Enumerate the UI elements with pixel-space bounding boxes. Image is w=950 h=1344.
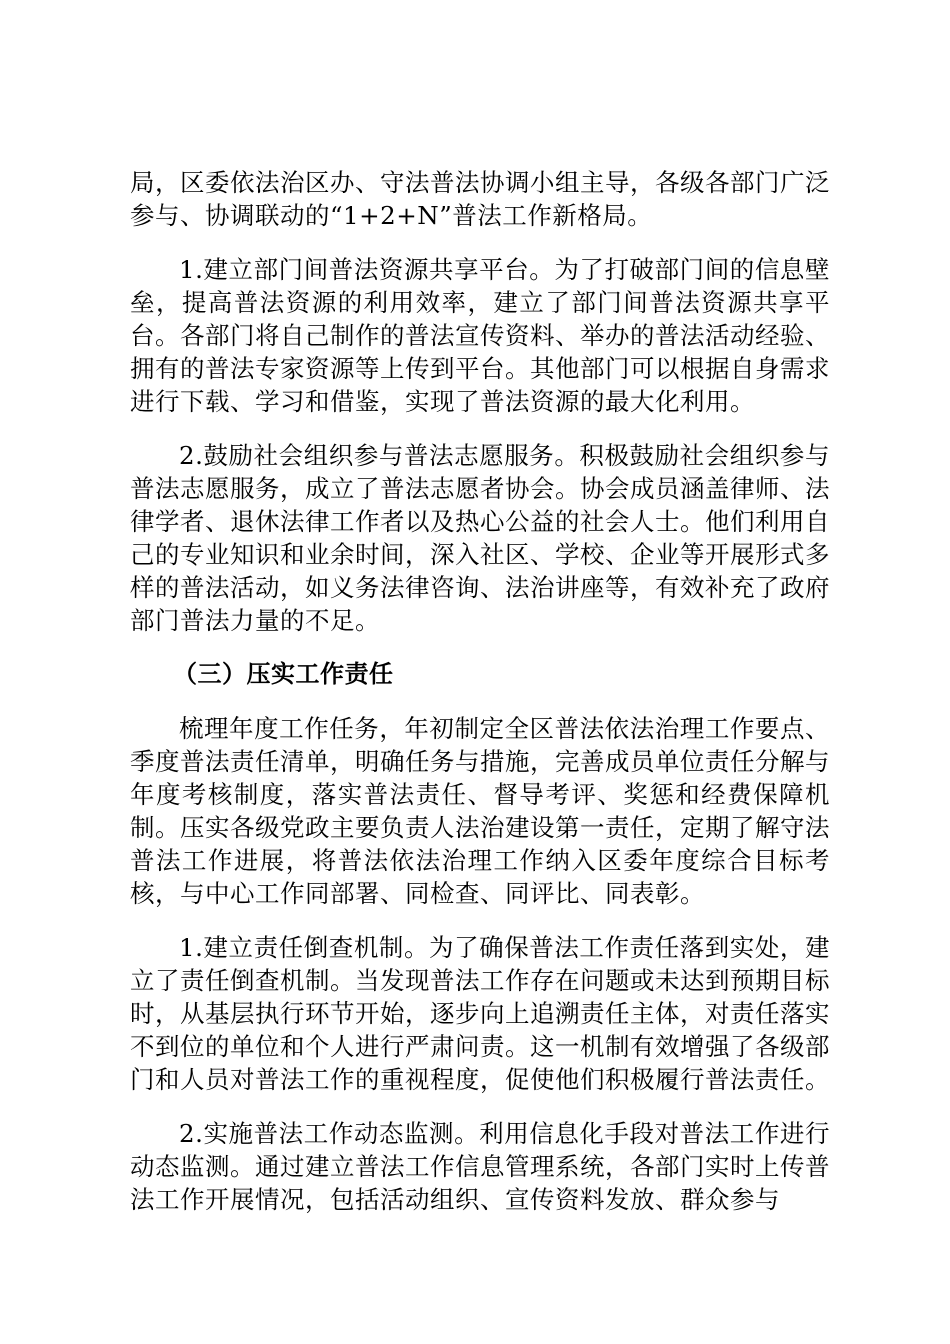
paragraph-work-responsibility: 梳理年度工作任务，年初制定全区普法依法治理工作要点、季度普法责任清单，明确任务与措施，完善成员单位责任分解与年度考核制度，落实普法责任、督导考评、奖惩和经费保障机制。压实各级党政主要负责人法治建设第一责任，定期了解守法普法工作进展，将普法依法治理工作纳入区委年度综合目标考核，与中心工作同部署、同检查、同评比、同表彰。 [130,714,830,908]
paragraph-resource-sharing-platform: 1.建立部门间普法资源共享平台。为了打破部门间的信息壁垒，提高普法资源的利用效率，建立了部门间普法资源共享平台。各部门将自己制作的普法宣传资料、举办的普法活动经验、拥有的普法专家资源等上传到平台。其他部门可以根据自身需求进行下载、学习和借鉴，实现了普法资源的最大化利用。 [130,255,830,416]
section-heading: （三）压实工作责任 [173,660,394,688]
paragraph-volunteer-service: 2.鼓励社会组织参与普法志愿服务。积极鼓励社会组织参与普法志愿服务，成立了普法志愿者协会。协会成员涵盖律师、法律学者、退休法律工作者以及热心公益的社会人士。他们利用自己的专业知识和业余时间，深入社区、学校、企业等开展形式多样的普法活动，如义务法律咨询、法治讲座等，有效补充了政府部门普法力量的不足。 [130,441,830,635]
paragraph-dynamic-monitoring: 2.实施普法工作动态监测。利用信息化手段对普法工作进行动态监测。通过建立普法工作信息管理系统，各部门实时上传普法工作开展情况，包括活动组织、宣传资料发放、群众参与 [130,1119,830,1214]
paragraph-accountability-mechanism: 1.建立责任倒查机制。为了确保普法工作责任落到实处，建立了责任倒查机制。当发现普法工作存在问题或未达到预期目标时，从基层执行环节开始，逐步向上追溯责任主体，对责任落实不到位的单位和个人进行严肃问责。这一机制有效增强了各级部门和人员对普法工作的重视程度，促使他们积极履行普法责任。 [130,933,830,1094]
document-body [130,166,830,1237]
paragraph-continuation: 局，区委依法治区办、守法普法协调小组主导，各级各部门广泛参与、协调联动的“1+2+N”普法工作新格局。 [130,168,830,230]
